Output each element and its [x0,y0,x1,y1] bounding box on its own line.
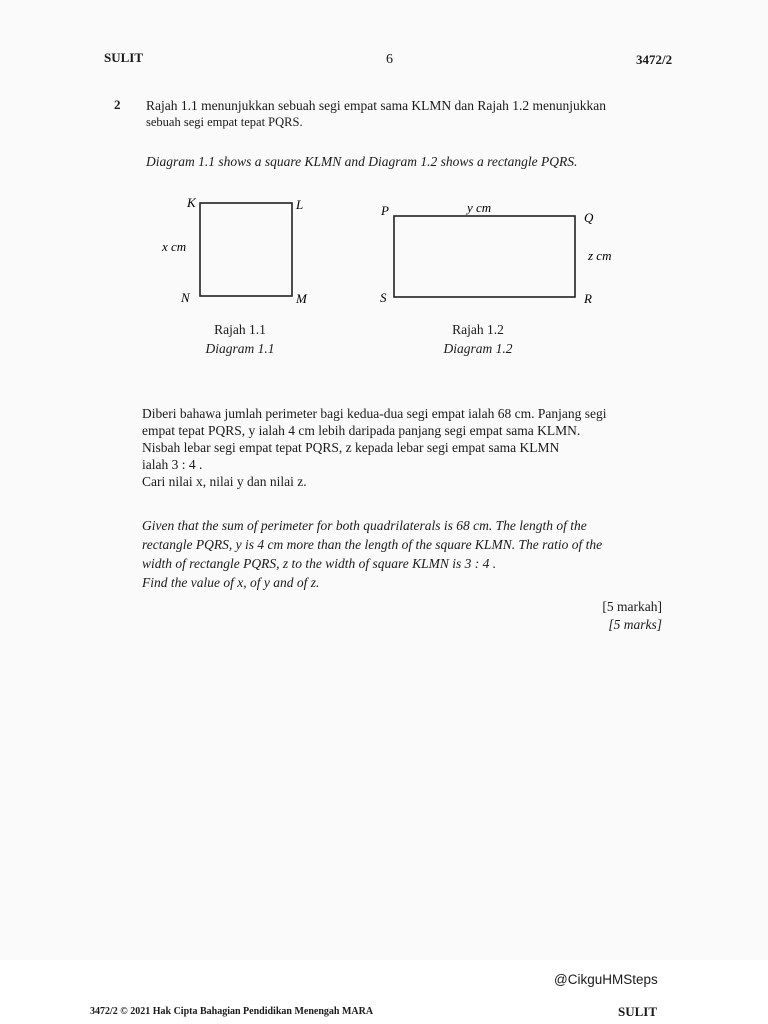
question-number: 2 [114,97,121,112]
malay-intro-line1: Rajah 1.1 menunjukkan sebuah segi empat sama KLMN dan Rajah 1.2 menunjukkan [146,98,607,113]
footer-copyright: 3472/2 © 2021 Hak Cipta Bahagian Pendidikan Menengah MARA [90,1006,374,1017]
english-body-line4: Find the value of x, of y and of z. [142,575,320,590]
rectangle-pqrs [394,216,575,297]
vertex-r: R [584,291,592,306]
caption-diagram1 [190,320,290,358]
side-label-x: x cm [162,239,187,254]
top-label-y: y cm [467,200,492,215]
page-number: 6 [386,52,393,67]
malay-body-line5: Cari nilai x, nilai y dan nilai z. [142,474,307,489]
caption-diagram1-english: Diagram 1.1 [205,341,275,356]
social-handle: @CikguHMSteps [554,972,658,987]
english-body-line1: Given that the sum of perimeter for both quadrilaterals is 68 cm. The length of the [142,518,587,533]
english-body [142,516,682,592]
caption-diagram2 [428,320,528,358]
right-label-z: z cm [588,248,612,263]
marks-english: [5 marks] [608,617,662,632]
vertex-n: N [181,290,190,305]
english-body-line2: rectangle PQRS, y is 4 cm more than the length of the square KLMN. The ratio of the [142,537,603,552]
malay-body-line4: ialah 3 : 4 . [142,457,203,472]
vertex-p: P [381,203,389,218]
marks-malay: [5 markah] [602,599,662,614]
malay-body-line2: empat tepat PQRS, y ialah 4 cm lebih daripada panjang segi empat sama KLMN. [142,423,581,438]
square-klmn [200,203,292,296]
header-left: SULIT [104,50,144,65]
malay-body-line1: Diberi bahawa jumlah perimeter bagi kedua-dua segi empat ialah 68 cm. Panjang segi [142,406,607,421]
header-right: 3472/2 [636,52,673,67]
footer-right: SULIT [618,1004,658,1019]
vertex-l: L [296,197,304,212]
vertex-q: Q [584,210,594,225]
caption-diagram2-malay: Rajah 1.2 [452,322,504,337]
vertex-m: M [296,291,307,306]
malay-body-line3: Nisbah lebar segi empat tepat PQRS, z kepada lebar segi empat sama KLMN [142,440,560,455]
malay-body [142,405,682,490]
diagrams-figure [0,0,768,400]
marks-block [500,598,662,634]
vertex-s: S [380,290,387,305]
vertex-k: K [187,195,196,210]
caption-diagram2-english: Diagram 1.2 [443,341,513,356]
english-body-line3: width of rectangle PQRS, z to the width of square KLMN is 3 : 4 . [142,556,497,571]
malay-intro-line2: sebuah segi empat tepat PQRS. [146,115,303,129]
caption-diagram1-malay: Rajah 1.1 [214,322,266,337]
english-intro: Diagram 1.1 shows a square KLMN and Diagram 1.2 shows a rectangle PQRS. [146,154,578,169]
